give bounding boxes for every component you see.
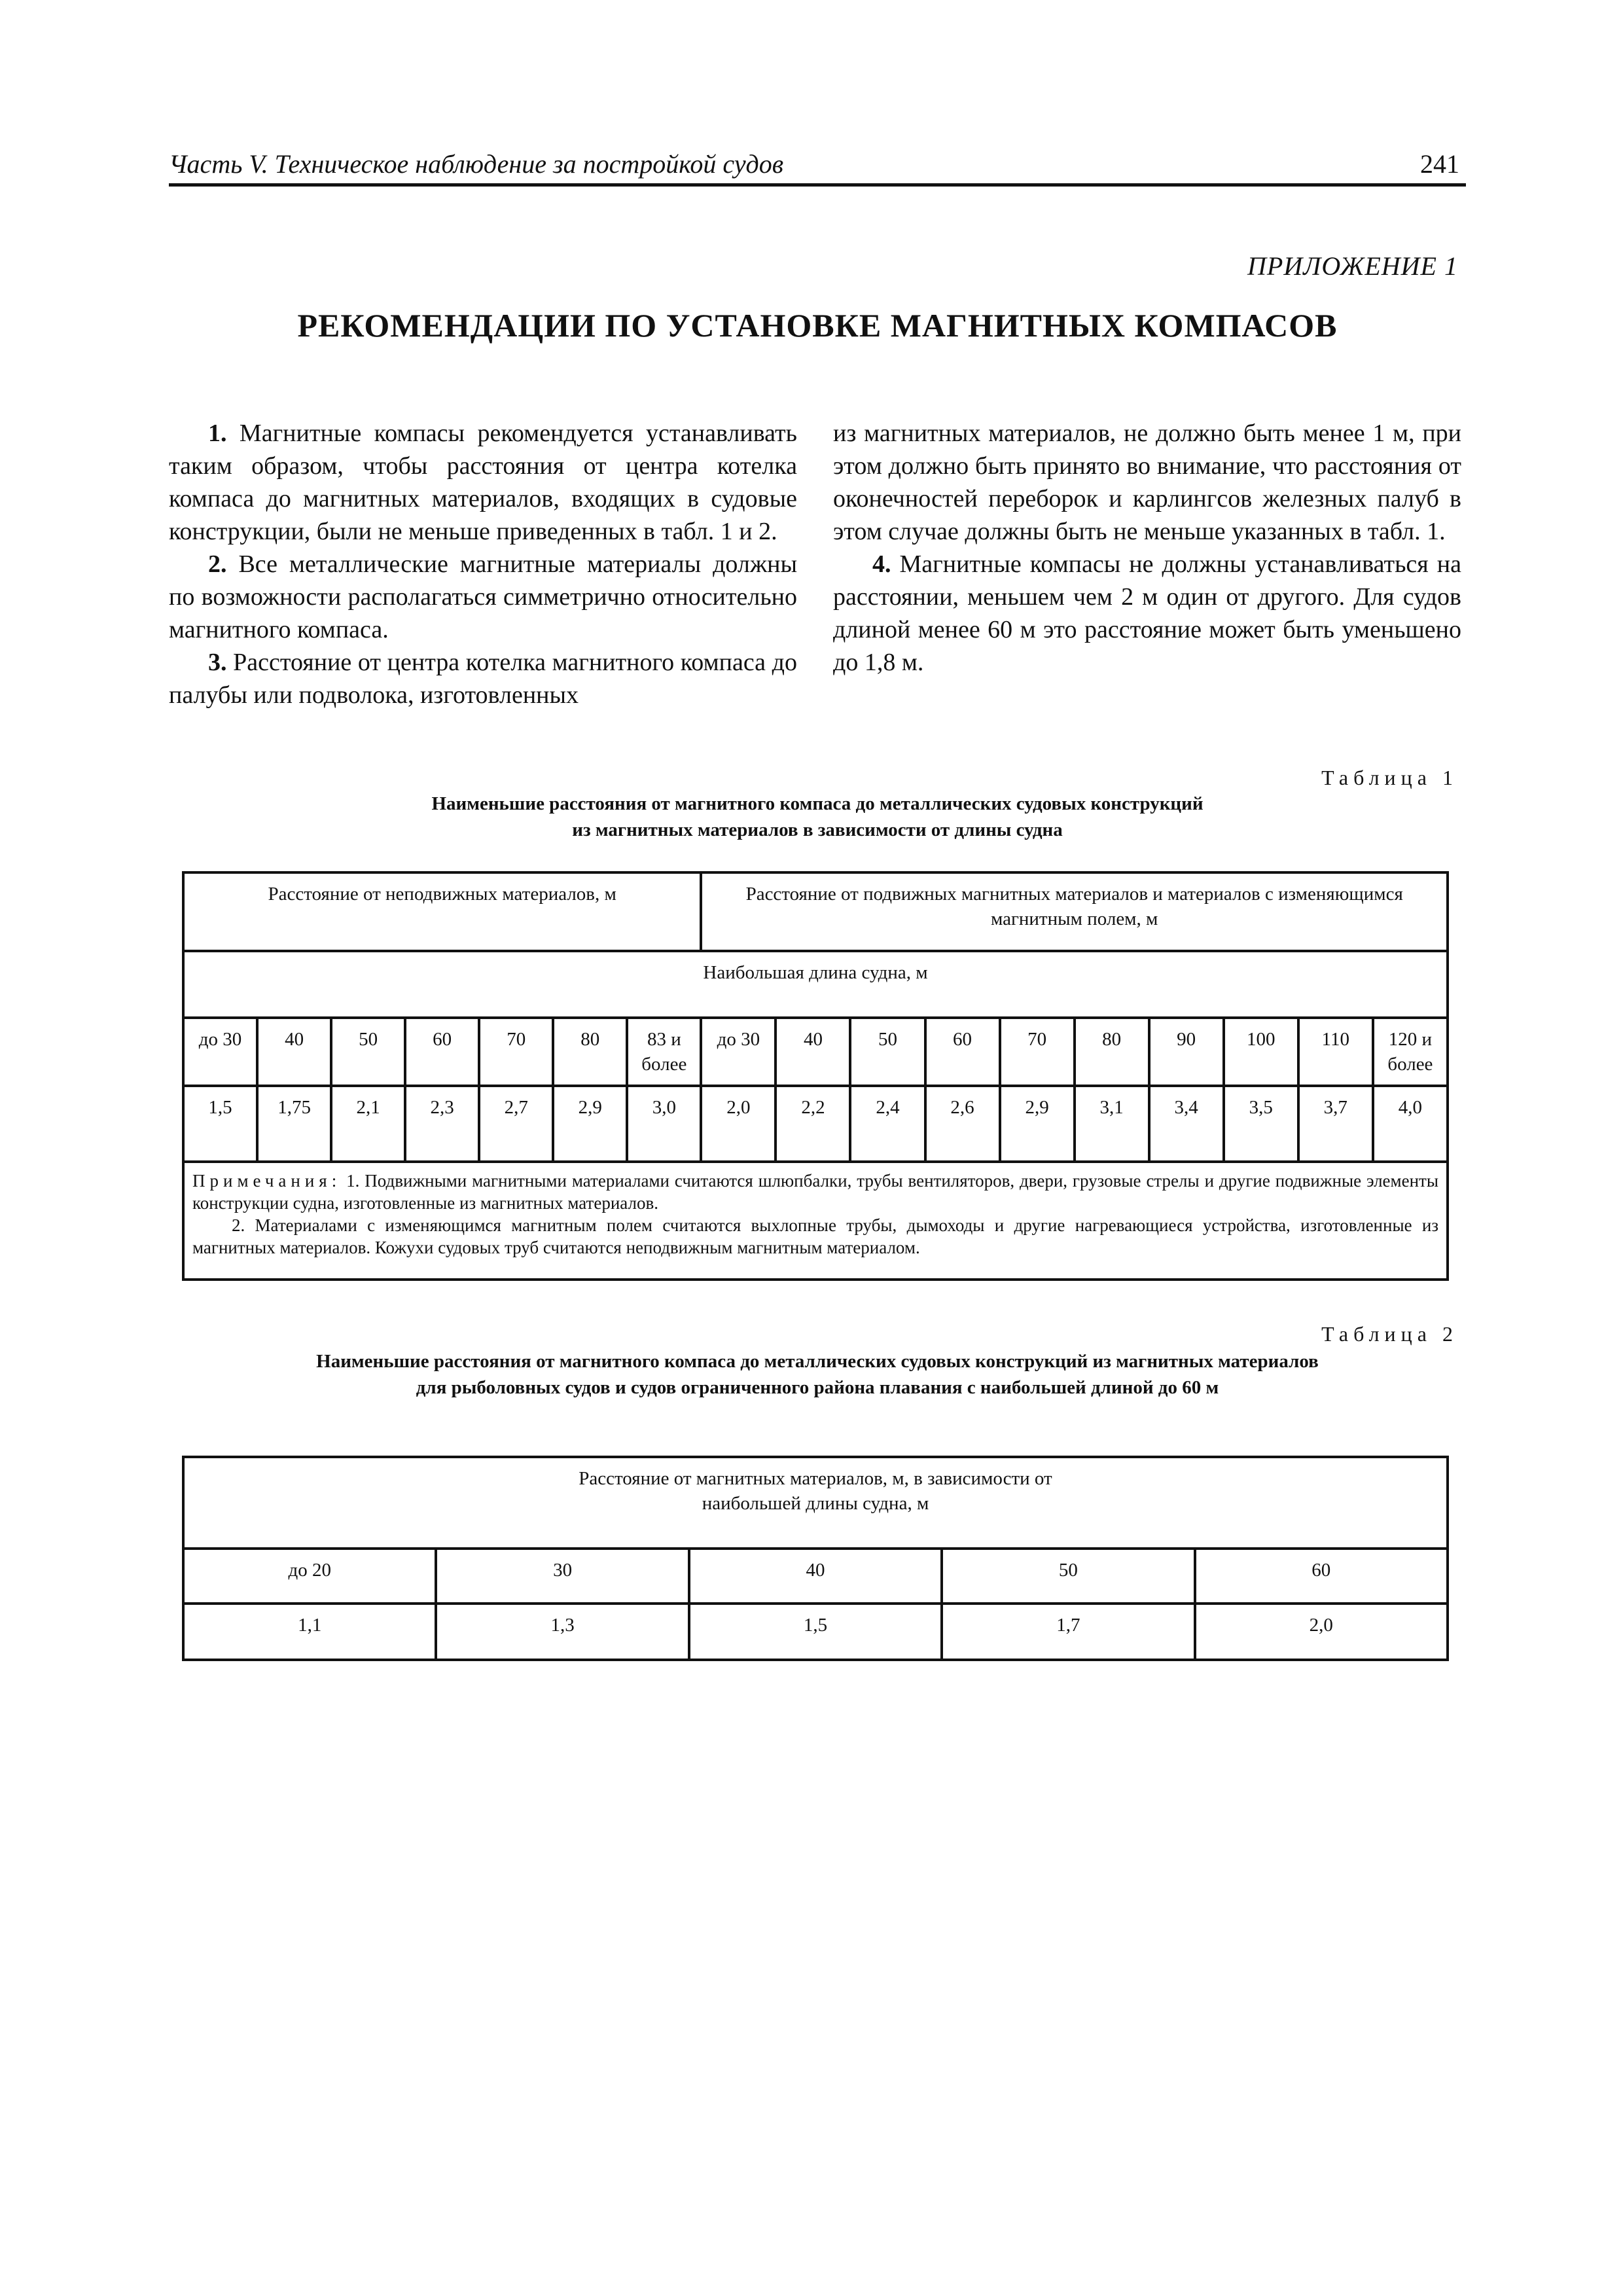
value-cell: 1,7 (942, 1604, 1194, 1660)
length-cell: 50 (331, 1018, 405, 1086)
table-row-lengths (183, 1549, 1448, 1604)
paragraph-3 (169, 646, 797, 711)
paragraph-text: Магнитные компасы рекомендуется устанавливать таким образом, чтобы расстояния от центра котелка компаса до магнитных материалов, входящих в судовые конструкции, были не меньше приведенных в табл. 1 и 2. (169, 420, 797, 545)
length-cell: 83 и более (627, 1018, 701, 1086)
length-cell: 30 (436, 1549, 688, 1604)
paragraph-3-continued (833, 417, 1461, 548)
length-cell: 110 (1298, 1018, 1373, 1086)
text-column-right (833, 417, 1461, 679)
table-row (183, 1457, 1448, 1549)
value-cell: 2,9 (553, 1086, 627, 1162)
value-cell: 1,3 (436, 1604, 688, 1660)
value-cell: 3,7 (1298, 1086, 1373, 1162)
value-cell: 2,2 (776, 1086, 850, 1162)
note-2 (192, 1214, 1438, 1259)
length-cell: 60 (925, 1018, 1000, 1086)
text-column-left (169, 417, 797, 711)
length-cell: до 30 (183, 1018, 257, 1086)
length-cell: 60 (405, 1018, 479, 1086)
notes-label: Примечания: (192, 1171, 342, 1191)
length-cell: 40 (689, 1549, 942, 1604)
header-ship-length: Наибольшая длина судна, м (183, 951, 1448, 1018)
page-number: 241 (1420, 149, 1459, 179)
value-cell: 2,9 (1000, 1086, 1075, 1162)
appendix-label: ПРИЛОЖЕНИЕ 1 (1247, 251, 1458, 281)
value-cell: 2,7 (479, 1086, 553, 1162)
paragraph-text: из магнитных материалов, не должно быть менее 1 м, при этом должно быть принято во внимание, что расстояния от оконечностей переборок и карлингсов железных палуб в этом случае должны быть не меньше указанных в табл. 1. (833, 420, 1461, 545)
value-cell: 3,4 (1149, 1086, 1224, 1162)
caption-line: Наименьшие расстояния от магнитного компаса до металлических судовых конструкций из магнитных материалов (316, 1351, 1319, 1372)
table-row (183, 872, 1448, 951)
paragraph-2 (169, 548, 797, 646)
value-cell: 1,75 (257, 1086, 331, 1162)
length-cell: 80 (553, 1018, 627, 1086)
table1 (182, 871, 1449, 1281)
table2-label: Таблица 2 (1321, 1322, 1458, 1346)
length-cell: 60 (1195, 1549, 1448, 1604)
length-cell: до 20 (183, 1549, 436, 1604)
running-header (169, 145, 1466, 187)
note-text: 1. Подвижными магнитными материалами считаются шлюпбалки, трубы вентиляторов, двери, грузовые стрелы и другие подвижные элементы конструкции судна, изготовленные из магнитных материалов. (192, 1171, 1438, 1213)
length-cell: 90 (1149, 1018, 1224, 1086)
table2-caption (169, 1348, 1466, 1401)
value-cell: 2,6 (925, 1086, 1000, 1162)
length-cell: до 30 (701, 1018, 776, 1086)
value-cell: 1,5 (689, 1604, 942, 1660)
value-cell: 4,0 (1373, 1086, 1448, 1162)
value-cell: 2,0 (1195, 1604, 1448, 1660)
value-cell: 2,1 (331, 1086, 405, 1162)
length-cell: 40 (257, 1018, 331, 1086)
paragraph-text: Магнитные компасы не должны устанавливаться на расстоянии, меньшем чем 2 м один от другого. Для судов длиной менее 60 м это расстояние может быть уменьшено до 1,8 м. (833, 550, 1461, 676)
length-cell: 80 (1075, 1018, 1149, 1086)
caption-line: Наименьшие расстояния от магнитного компаса до металлических судовых конструкций (431, 793, 1204, 814)
value-cell: 2,3 (405, 1086, 479, 1162)
value-cell: 3,1 (1075, 1086, 1149, 1162)
paragraph-text: Все металлические магнитные материалы должны по возможности располагаться симметрично относительно магнитного компаса. (169, 550, 797, 643)
length-cell: 120 и более (1373, 1018, 1448, 1086)
paragraph-text: Расстояние от центра котелка магнитного компаса до палубы или подволока, изготовленных (169, 649, 797, 709)
table2-header (183, 1457, 1448, 1549)
value-cell: 3,5 (1224, 1086, 1298, 1162)
note-1 (192, 1170, 1438, 1214)
length-cell: 100 (1224, 1018, 1298, 1086)
length-cell: 70 (479, 1018, 553, 1086)
paragraph-number: 4. (872, 550, 891, 578)
running-title: Часть V. Техническое наблюдение за постройкой судов (169, 149, 784, 179)
paragraph-number: 1. (208, 420, 227, 447)
length-cell: 70 (1000, 1018, 1075, 1086)
caption-line: из магнитных материалов в зависимости от длины судна (572, 819, 1063, 840)
paragraph-number: 3. (208, 649, 227, 676)
paragraph-1 (169, 417, 797, 548)
note-text: 2. Материалами с изменяющимся магнитным полем считаются выхлопные трубы, дымоходы и другие нагревающиеся устройства, изготовленные из магнитных материалов. Кожухи судовых труб считаются неподвижным магнитным материалом. (192, 1215, 1438, 1257)
table-row-values (183, 1604, 1448, 1660)
table-notes (183, 1162, 1448, 1280)
header-moving-materials: Расстояние от подвижных магнитных материалов и материалов с изменяющимся магнитным полем, м (701, 872, 1448, 951)
value-cell: 3,0 (627, 1086, 701, 1162)
paragraph-number: 2. (208, 550, 227, 578)
value-cell: 1,1 (183, 1604, 436, 1660)
header-text: Расстояние от магнитных материалов, м, в зависимости от наибольшей длины судна, м (579, 1468, 1052, 1514)
table2 (182, 1456, 1449, 1661)
header-fixed-materials: Расстояние от неподвижных материалов, м (183, 872, 701, 951)
length-cell: 50 (850, 1018, 925, 1086)
table-row (183, 951, 1448, 1018)
length-cell: 40 (776, 1018, 850, 1086)
table-row-notes (183, 1162, 1448, 1280)
value-cell: 2,4 (850, 1086, 925, 1162)
table-row-values (183, 1086, 1448, 1162)
paragraph-4 (833, 548, 1461, 679)
table-row-lengths (183, 1018, 1448, 1086)
table1-caption (169, 791, 1466, 843)
value-cell: 2,0 (701, 1086, 776, 1162)
value-cell: 1,5 (183, 1086, 257, 1162)
caption-line: для рыболовных судов и судов ограниченного района плавания с наибольшей длиной до 60 м (416, 1377, 1219, 1398)
page-title: РЕКОМЕНДАЦИИ ПО УСТАНОВКЕ МАГНИТНЫХ КОМПАСОВ (297, 307, 1338, 344)
length-cell: 50 (942, 1549, 1194, 1604)
table1-label: Таблица 1 (1321, 766, 1458, 789)
